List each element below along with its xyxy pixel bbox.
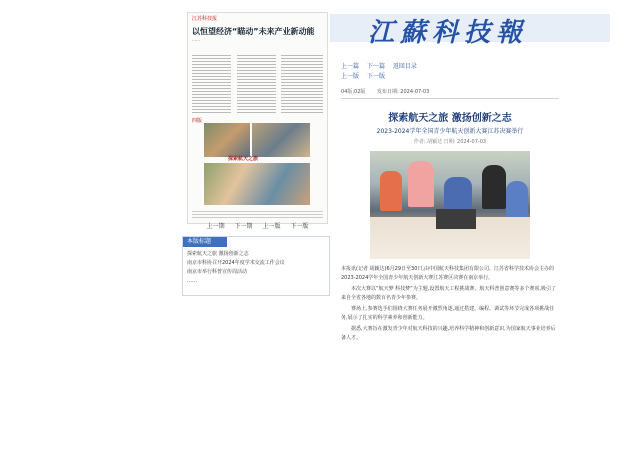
prev-article-link[interactable]: 上一篇	[341, 63, 360, 70]
article-nav	[341, 62, 559, 72]
next-page-link[interactable]: 下一版	[290, 223, 309, 230]
headlines-panel	[182, 236, 330, 296]
newspaper-photo	[252, 123, 310, 157]
newspaper-logo: 江蘇科技報	[368, 18, 529, 48]
photo-figure	[408, 161, 434, 207]
headline-item[interactable]: 探索航天之旅 激扬创新之志	[187, 251, 249, 257]
issue-page: 04版:02版	[341, 89, 366, 95]
article-panel	[341, 62, 559, 462]
prev-page-link[interactable]: 上一版	[262, 223, 281, 230]
newspaper-photo	[204, 163, 310, 205]
newspaper-headline[interactable]: 以恒望经济“瞄动”未来产业新动能	[192, 27, 315, 36]
newspaper-page-thumbnail[interactable]	[187, 12, 328, 224]
issue-info	[341, 88, 559, 99]
next-page-link[interactable]: 下一版	[366, 73, 385, 80]
article-photo	[370, 151, 530, 259]
headlines-tab[interactable]: 本版标题	[183, 237, 227, 247]
article-subtitle: 2023-2024学年全国青少年航天创新大赛江苏决赛举行	[376, 128, 524, 135]
back-to-toc-link[interactable]: 返回目录	[392, 63, 417, 70]
article-paragraph: 据悉,大赛旨在激发青少年对航天科技的兴趣,培养科学精神和创新意识,为国家航天事业培养后备人才。	[341, 326, 556, 341]
newspaper-photo-headline[interactable]: 探索航天之旅	[228, 156, 259, 162]
newspaper-section-label: 四版	[192, 118, 203, 124]
article-meta: 作者: 胡颖达 日期: 2024-07-03	[413, 139, 487, 145]
newspaper-text-columns	[192, 53, 323, 113]
article-lead: 本报讯(记者 胡颖达)6月29日至30日,由中国航天科技集团有限公司、江苏省科学技术协会主办的2023-2024学年全国青少年航天创新大赛江苏赛区决赛在南京举行。	[341, 266, 554, 281]
next-issue-link[interactable]: 下一期	[234, 223, 253, 230]
photo-robot	[436, 209, 476, 229]
article-paragraph: 赛场上,参赛选手们围绕大赛任务展开激烈角逐,通过搭建、编程、调试等环节完成各项挑战任务,展示了扎实的科学素养和创新能力。	[341, 306, 555, 321]
next-article-link[interactable]: 下一篇	[366, 63, 385, 70]
newspaper-photo	[204, 123, 250, 157]
prev-page-link[interactable]: 上一版	[341, 73, 360, 80]
article-paragraph: 本次大赛以“航天梦 科技梦”为主题,设置航天工程挑战赛、航天科普创意赛等多个赛项,吸引了来自全省各地的数百名青少年参赛。	[341, 286, 556, 301]
page-navigation	[187, 222, 328, 232]
newspaper-subhead: ……	[192, 37, 200, 42]
newspaper-flag: 江苏科技报	[192, 16, 218, 22]
photo-figure	[444, 177, 472, 213]
newspaper-footer-text	[192, 209, 323, 219]
headline-item[interactable]: 南京市举行科普宣传周活动	[187, 269, 248, 275]
headline-item[interactable]: ……	[187, 278, 197, 284]
article-title: 探索航天之旅 激扬创新之志	[388, 113, 512, 124]
prev-issue-link[interactable]: 上一期	[206, 223, 225, 230]
issue-date: 发布日期: 2024-07-03	[377, 89, 430, 95]
headlines-list	[183, 250, 329, 286]
article-page-nav	[341, 72, 559, 82]
photo-figure	[506, 181, 528, 219]
headline-item[interactable]: 南京市科协召开2024年度学术交流工作会议	[187, 260, 285, 266]
photo-figure	[482, 165, 506, 209]
photo-figure	[380, 171, 402, 211]
